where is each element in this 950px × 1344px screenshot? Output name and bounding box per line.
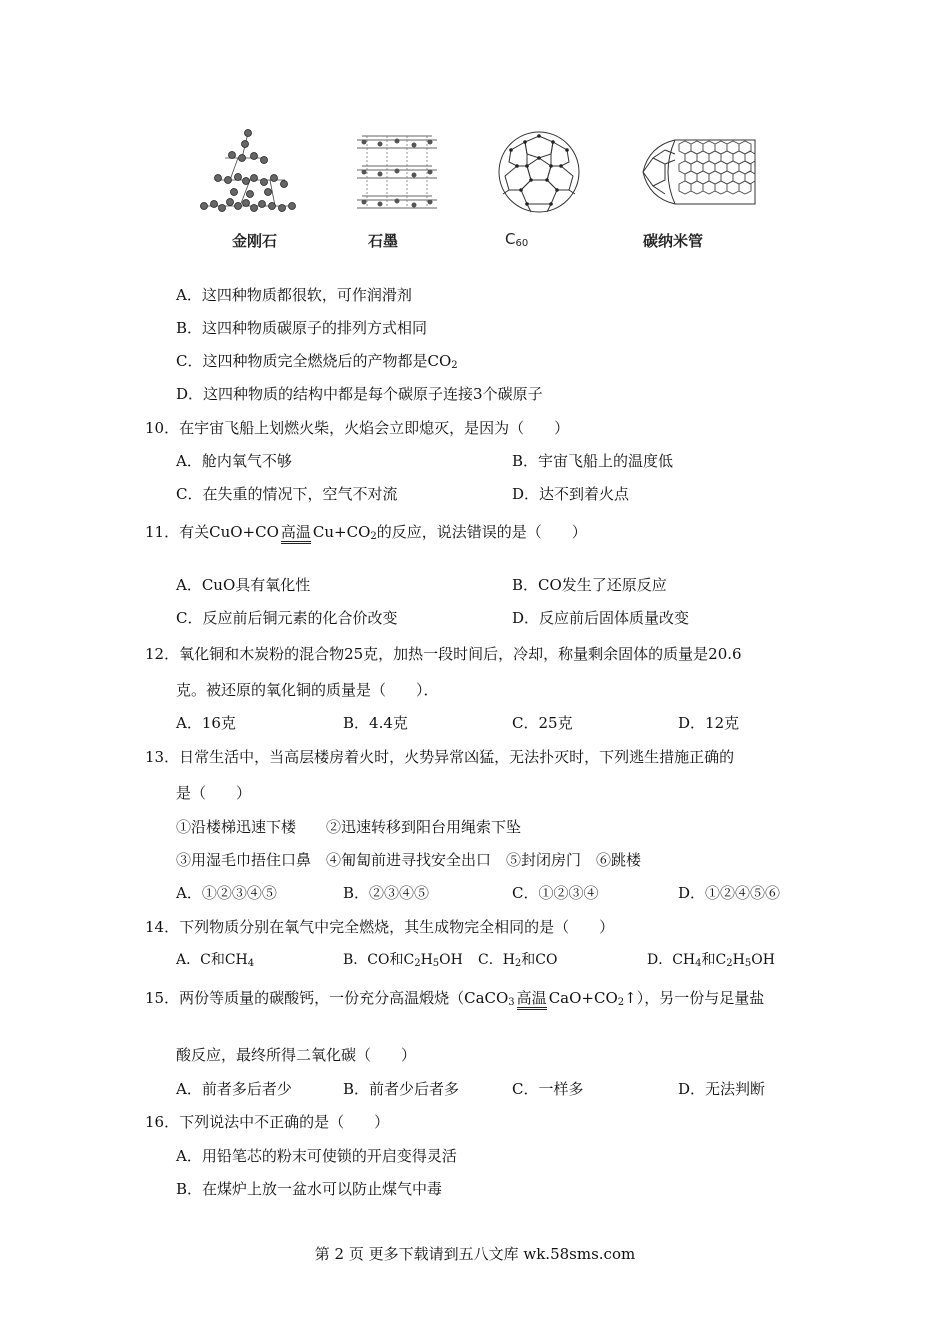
q11-option-a: A．CuO具有氧化性 xyxy=(176,576,311,594)
graphite-structure-icon xyxy=(352,128,442,223)
carbon-allotropes-figure xyxy=(190,128,770,258)
q13-list-line2: ③用湿毛巾捂住口鼻 ④匍匐前进寻找安全出口 ⑤封闭房门 ⑥跳楼 xyxy=(176,851,642,869)
q10-option-b: B．宇宙飞船上的温度低 xyxy=(512,452,674,470)
q13-option-d: D．①②④⑤⑥ xyxy=(678,884,781,902)
q14-option-d: D．$CH_4$和$C_2H_5OH$ xyxy=(647,952,775,969)
diamond-figure xyxy=(190,128,310,258)
c60-figure xyxy=(495,128,615,258)
carbon-nanotube-structure-icon xyxy=(635,128,760,223)
q15-option-d: D．无法判断 xyxy=(678,1080,766,1098)
q12-option-d: D．12克 xyxy=(678,714,740,732)
graphite-label: 石墨 xyxy=(368,232,399,250)
diamond-structure-icon xyxy=(190,128,300,223)
nanotube-figure xyxy=(635,128,755,258)
q14-option-a: A．C和$CH_4$ xyxy=(176,952,255,969)
q16-stem: 16．下列说法中不正确的是（ ） xyxy=(145,1113,390,1131)
q13-option-c: C．①②③④ xyxy=(512,884,599,902)
q15-option-b: B．前者少后者多 xyxy=(343,1080,460,1098)
q10-option-c: C．在失重的情况下，空气不对流 xyxy=(176,485,398,503)
q12-option-a: A．16克 xyxy=(176,714,236,732)
q15-option-a: A．前者多后者少 xyxy=(176,1080,292,1098)
q11-option-d: D．反应前后固体质量改变 xyxy=(512,609,690,627)
q10-stem: 10．在宇宙飞船上划燃火柴，火焰会立即熄灭，是因为（ ） xyxy=(145,419,570,437)
q11-option-b: B．CO发生了还原反应 xyxy=(512,576,667,594)
diamond-label: 金刚石 xyxy=(232,232,278,250)
q15-stem-line2: 酸反应，最终所得二氧化碳（ ） xyxy=(176,1046,417,1064)
reaction-condition-high-temp: 高温 xyxy=(515,988,549,1010)
c60-label: $C_{60}$ xyxy=(505,230,529,249)
q14-stem: 14．下列物质分别在氧气中完全燃烧，其生成物完全相同的是（ ） xyxy=(145,918,615,936)
q12-stem-line1: 12．氧化铜和木炭粉的混合物25克，加热一段时间后，冷却，称量剩余固体的质量是20.6 xyxy=(145,645,742,663)
q10-option-a: A．舱内氧气不够 xyxy=(176,452,292,470)
q9-option-b: B．这四种物质碳原子的排列方式相同 xyxy=(176,319,428,337)
q9-option-a: A．这四种物质都很软，可作润滑剂 xyxy=(176,286,412,304)
q13-stem-line1: 13．日常生活中，当高层楼房着火时，火势异常凶猛，无法扑灭时，下列逃生措施正确的 xyxy=(145,748,735,766)
q12-option-b: B．4.4克 xyxy=(343,714,408,732)
q13-list-line1: ①沿楼梯迅速下楼 ②迅速转移到阳台用绳索下坠 xyxy=(176,818,522,836)
q13-option-b: B．②③④⑤ xyxy=(343,884,430,902)
graphite-figure xyxy=(352,128,472,258)
q10-option-d: D．达不到着火点 xyxy=(512,485,630,503)
nanotube-label: 碳纳米管 xyxy=(643,232,704,250)
c60-structure-icon xyxy=(495,128,585,223)
q16-option-b: B．在煤炉上放一盆水可以防止煤气中毒 xyxy=(176,1180,443,1198)
q15-stem-line1: 15．两份等质量的碳酸钙，一份充分高温煅烧（CaCO$_3$ 高温 $CaO+CO_2↑$），另一份与足量盐 xyxy=(145,989,765,1008)
q16-option-a: A．用铅笔芯的粉末可使锁的开启变得灵活 xyxy=(176,1147,457,1165)
q9-option-d: D．这四种物质的结构中都是每个碳原子连接3个碳原子 xyxy=(176,385,543,403)
q9-option-c: C．这四种物质完全燃烧后的产物都是$CO_2$ xyxy=(176,352,458,371)
reaction-condition-high-temp: 高温 xyxy=(279,522,313,544)
q14-option-b: B．CO和$C_2H_5OH$ xyxy=(343,952,463,969)
q11-option-c: C．反应前后铜元素的化合价改变 xyxy=(176,609,398,627)
q12-option-c: C．25克 xyxy=(512,714,573,732)
q12-stem-line2: 克。被还原的氧化铜的质量是（ ）． xyxy=(176,681,439,699)
q11-stem: 11．有关CuO+CO 高温 $Cu+CO_2$的反应，说法错误的是（ ） xyxy=(145,523,587,542)
q14-option-c: C．$H_2$和CO xyxy=(478,952,558,969)
q15-option-c: C．一样多 xyxy=(512,1080,584,1098)
page-footer: 第 2 页 更多下载请到五八文库 wk.58sms.com xyxy=(314,1245,636,1263)
q13-stem-line2: 是（ ） xyxy=(176,784,252,802)
q13-option-a: A．①②③④⑤ xyxy=(176,884,277,902)
